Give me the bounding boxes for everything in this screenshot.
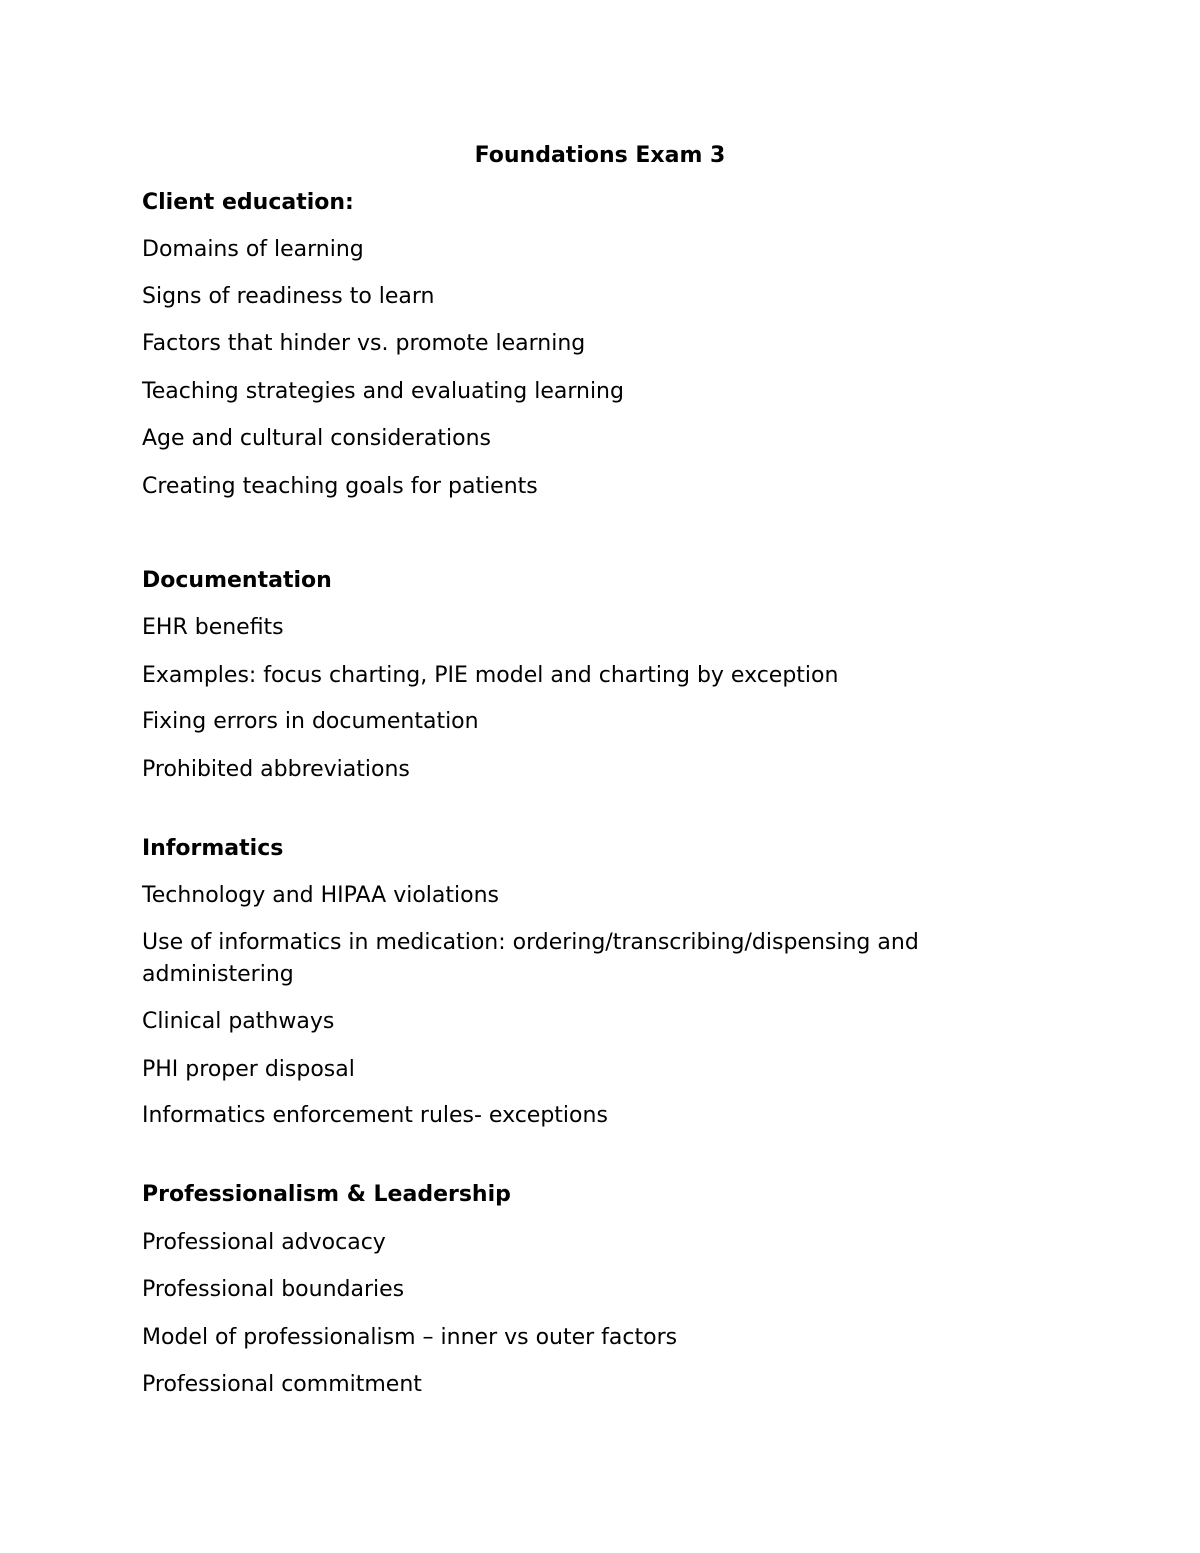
list-item: Professional boundaries	[142, 1277, 405, 1302]
list-item: Fixing errors in documentation	[142, 709, 479, 734]
page-title: Foundations Exam 3	[474, 143, 726, 168]
list-item: Professional commitment	[142, 1372, 422, 1397]
section-heading-documentation: Documentation	[142, 568, 332, 593]
list-item: Teaching strategies and evaluating learning	[142, 379, 624, 404]
list-item: Technology and HIPAA violations	[142, 883, 499, 908]
list-item: Prohibited abbreviations	[142, 757, 410, 782]
list-item: PHI proper disposal	[142, 1057, 355, 1082]
list-item: Informatics enforcement rules- exceptions	[142, 1103, 608, 1128]
list-item: Model of professionalism – inner vs outer factors	[142, 1325, 678, 1350]
section-heading-informatics: Informatics	[142, 836, 284, 861]
list-item: Use of informatics in medication: ordering/transcribing/dispensing and administering	[142, 930, 919, 987]
list-item: Creating teaching goals for patients	[142, 474, 538, 499]
list-item: Signs of readiness to learn	[142, 284, 435, 309]
list-item: Professional advocacy	[142, 1230, 386, 1255]
section-heading-client-education: Client education:	[142, 190, 354, 215]
list-item: Domains of learning	[142, 237, 364, 262]
list-item: Factors that hinder vs. promote learning	[142, 331, 586, 356]
section-heading-professionalism-leadership: Professionalism & Leadership	[142, 1182, 511, 1207]
list-item: EHR benefits	[142, 615, 284, 640]
list-item: Clinical pathways	[142, 1009, 335, 1034]
list-item: Age and cultural considerations	[142, 426, 491, 451]
list-item: Examples: focus charting, PIE model and charting by exception	[142, 663, 839, 688]
